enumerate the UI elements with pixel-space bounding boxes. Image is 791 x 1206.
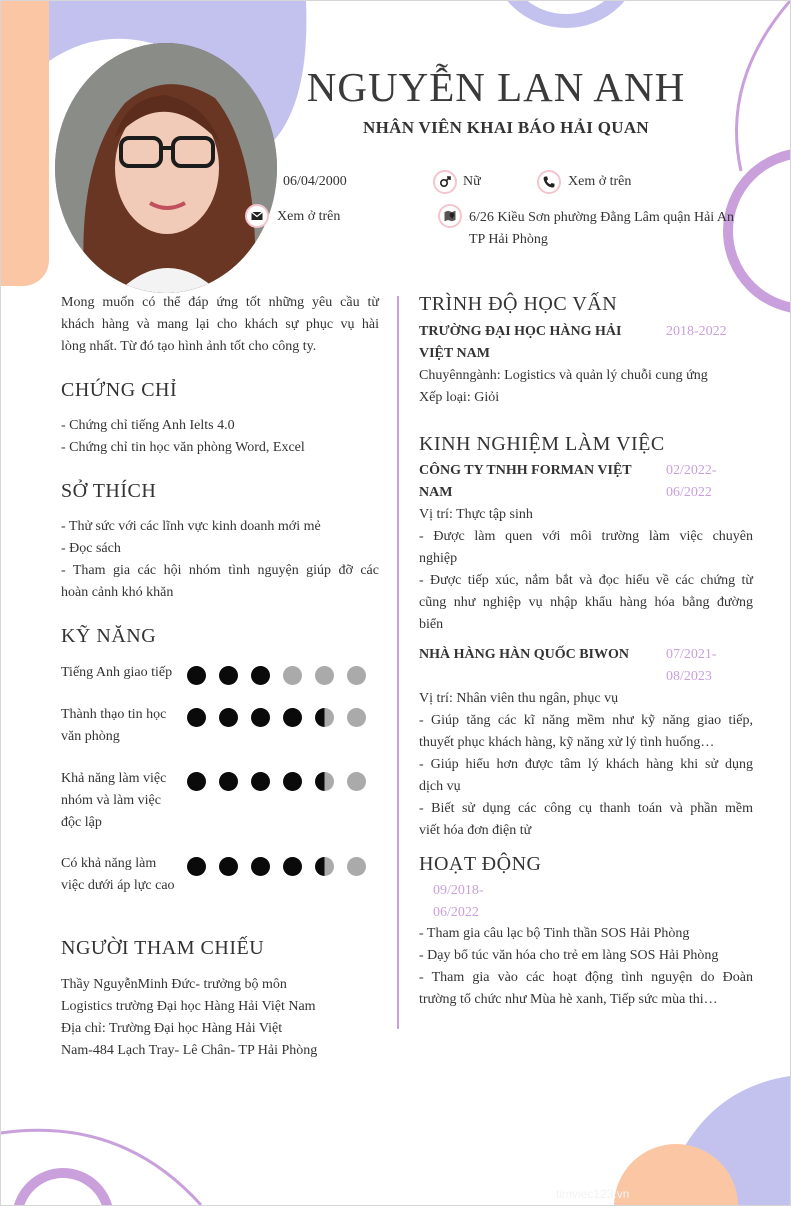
education-school <box>419 321 622 365</box>
rating-dot <box>219 666 238 685</box>
rating-dot <box>283 666 302 685</box>
rating-dot <box>219 772 238 791</box>
job-line: - Giúp hiểu hơn được tâm lý khách hàng khi sử dụng <box>419 757 753 772</box>
rating-dot <box>251 857 270 876</box>
school-line: TRƯỜNG ĐẠI HỌC HÀNG HẢI <box>419 324 622 339</box>
school-line: VIỆT NAM <box>419 346 490 361</box>
rating-dot <box>315 666 334 685</box>
rating-dot <box>347 772 366 791</box>
job-line: Vị trí: Thực tập sinh <box>419 507 533 522</box>
skill-row <box>61 704 381 748</box>
hobby-item: - Tham gia các hội nhóm tình nguyện giúp đỡ các <box>61 563 379 578</box>
objective-line: khách hàng và mang lại cho khách sự phục vụ hài <box>61 317 379 332</box>
rating-dot <box>283 772 302 791</box>
rating-dot <box>187 772 206 791</box>
company-line: NHÀ HÀNG HÀN QUỐC BIWON <box>419 647 630 662</box>
job-line: - Biết sử dụng các công cụ thanh toán và phần mềm <box>419 801 753 816</box>
address-line-1: 6/26 Kiều Sơn phường Đằng Lâm quận Hải An <box>469 210 735 225</box>
rating-dot <box>187 857 206 876</box>
address <box>469 207 734 251</box>
reference-line: Nam-484 Lạch Tray- Lê Chân- TP Hải Phòng <box>61 1043 318 1058</box>
skill-label <box>61 768 183 834</box>
top-ring <box>496 1 636 21</box>
hobby-item: - Đọc sách <box>61 541 121 556</box>
date-line: 02/2022- <box>666 463 717 478</box>
skill-row <box>61 768 381 834</box>
skill-label-line: văn phòng <box>61 729 120 744</box>
date-line: 06/2022 <box>666 485 712 500</box>
date-line: 08/2023 <box>666 669 712 684</box>
rating-dot <box>347 666 366 685</box>
rating-dot <box>251 772 270 791</box>
bottom-ring <box>17 1173 109 1205</box>
education-heading: TRÌNH ĐỘ HỌC VẤN <box>419 293 618 315</box>
skill-label <box>61 704 183 748</box>
rating-dot <box>219 857 238 876</box>
left-peach-bar <box>1 1 49 286</box>
skill-label-line: việc dưới áp lực cao <box>61 878 175 893</box>
job-line: dịch vụ <box>419 779 461 794</box>
rating-dot <box>187 666 206 685</box>
reference-line: Địa chỉ: Trường Đại học Hàng Hải Việt <box>61 1021 283 1036</box>
objective-line: Mong muốn có thể đáp ứng tốt những yêu cầu từ <box>61 295 379 310</box>
job-line: - Giúp tăng các kĩ năng mềm như kỹ năng giao tiếp, <box>419 713 753 728</box>
activities-date <box>433 880 484 924</box>
job-line: - Được làm quen với môi trường làm việc chuyên <box>419 529 753 544</box>
reference-line: Logistics trường Đại học Hàng Hải Việt Nam <box>61 999 316 1014</box>
right-arc-line <box>737 1 790 171</box>
certificate-item: - Chứng chỉ tin học văn phòng Word, Excel <box>61 440 305 455</box>
skill-rating <box>187 708 366 727</box>
skill-row <box>61 662 381 684</box>
skill-label-line: Khả năng làm việc <box>61 771 167 786</box>
job-date <box>666 460 717 504</box>
phone: Xem ở trên <box>568 174 632 189</box>
right-ring <box>728 153 790 309</box>
job-line: thuyết phục khách hàng, kỹ năng xử lý tình huống… <box>419 735 715 750</box>
hobby-item: - Thử sức với các lĩnh vực kinh doanh mới mẻ <box>61 519 321 534</box>
company-line: NAM <box>419 485 453 500</box>
map-pin-icon <box>438 204 462 228</box>
job-line: nghiệp <box>419 551 458 566</box>
rating-dot <box>347 857 366 876</box>
job-line: viết hóa đơn điện tử <box>419 823 532 838</box>
skill-rating <box>187 857 366 876</box>
skill-row <box>61 853 381 897</box>
job-date <box>666 644 717 688</box>
rating-dot <box>283 708 302 727</box>
envelope-icon <box>245 204 269 228</box>
reference-line: Thầy NguyễnMinh Đức- trưởng bộ môn <box>61 977 287 992</box>
rating-dot <box>347 708 366 727</box>
skill-rating <box>187 666 366 685</box>
activity-line: - Tham gia câu lạc bộ Tinh thần SOS Hải Phòng <box>419 926 690 941</box>
job-line: cũng như nghiệp vụ nhập khẩu hàng hóa bằng đường <box>419 595 753 610</box>
skill-rating <box>187 772 366 791</box>
references-heading: NGƯỜI THAM CHIẾU <box>61 937 265 959</box>
job-line: - Được tiếp xúc, nắm bắt và đọc hiểu về các chứng từ <box>419 573 753 588</box>
hobby-item: hoàn cảnh khó khăn <box>61 585 174 600</box>
activities-heading: HOẠT ĐỘNG <box>419 853 542 875</box>
objective <box>61 292 379 358</box>
activity-line: - Tham gia vào các hoạt động tình nguyện do Đoàn <box>419 970 753 985</box>
birthday: 06/04/2000 <box>283 174 347 189</box>
rating-dot <box>219 708 238 727</box>
rating-dot <box>315 708 334 727</box>
education-date: 2018-2022 <box>666 324 727 339</box>
experience-heading: KINH NGHIỆM LÀM VIỆC <box>419 433 665 455</box>
certificate-item: - Chứng chỉ tiếng Anh Ielts 4.0 <box>61 418 235 433</box>
education-grade: Xếp loại: Giỏi <box>419 390 500 405</box>
skill-label-line: Có khả năng làm <box>61 856 157 871</box>
job-line: Vị trí: Nhân viên thu ngân, phục vụ <box>419 691 619 706</box>
skill-label <box>61 662 183 684</box>
skill-label-line: nhóm và làm việc <box>61 793 161 808</box>
phone-icon <box>537 170 561 194</box>
certificates-list <box>61 415 305 459</box>
skill-label-line: Tiếng Anh giao tiếp <box>61 665 173 680</box>
skill-label <box>61 853 196 897</box>
education-major: Chuyênngành: Logistics và quản lý chuỗi cung ứng <box>419 368 708 383</box>
column-divider <box>397 296 399 1029</box>
watermark: timviec123.vn <box>556 1187 630 1201</box>
gender: Nữ <box>463 174 481 189</box>
address-line-2: TP Hải Phòng <box>469 232 548 247</box>
skill-label-line: Thành thạo tin học <box>61 707 167 722</box>
rating-dot <box>315 857 334 876</box>
skill-label-line: độc lập <box>61 815 102 830</box>
gender-icon <box>433 170 457 194</box>
objective-line: lòng nhất. Từ đó tạo hình ảnh tốt cho công ty. <box>61 339 317 354</box>
rating-dot <box>251 666 270 685</box>
date-line: 09/2018- <box>433 883 484 898</box>
avatar-illustration <box>55 43 277 293</box>
rating-dot <box>315 772 334 791</box>
hobbies-list <box>61 516 379 604</box>
rating-dot <box>187 708 206 727</box>
job-description <box>419 688 753 842</box>
job-company <box>419 644 629 666</box>
certificates-heading: CHỨNG CHỈ <box>61 379 178 401</box>
education-details <box>419 365 708 409</box>
email: Xem ở trên <box>277 209 341 224</box>
activity-line: - Dạy bổ túc văn hóa cho trẻ em làng SOS Hải Phòng <box>419 948 719 963</box>
date-line: 06/2022 <box>433 905 479 920</box>
job-description <box>419 504 753 636</box>
activity-line: trường tổ chức như Mùa hè xanh, Tiếp sức mùa thi… <box>419 992 718 1007</box>
hobbies-heading: SỞ THÍCH <box>61 480 157 502</box>
date-line: 07/2021- <box>666 647 717 662</box>
references-text <box>61 974 317 1062</box>
avatar <box>55 43 277 293</box>
skills-heading: KỸ NĂNG <box>61 625 157 647</box>
candidate-name: NGUYỄN LAN ANH <box>306 64 686 110</box>
rating-dot <box>251 708 270 727</box>
job-title: NHÂN VIÊN KHAI BÁO HẢI QUAN <box>363 118 649 137</box>
rating-dot <box>283 857 302 876</box>
job-company <box>419 460 632 504</box>
company-line: CÔNG TY TNHH FORMAN VIỆT <box>419 463 632 478</box>
activities-list <box>419 923 753 1011</box>
job-line: biển <box>419 617 444 632</box>
